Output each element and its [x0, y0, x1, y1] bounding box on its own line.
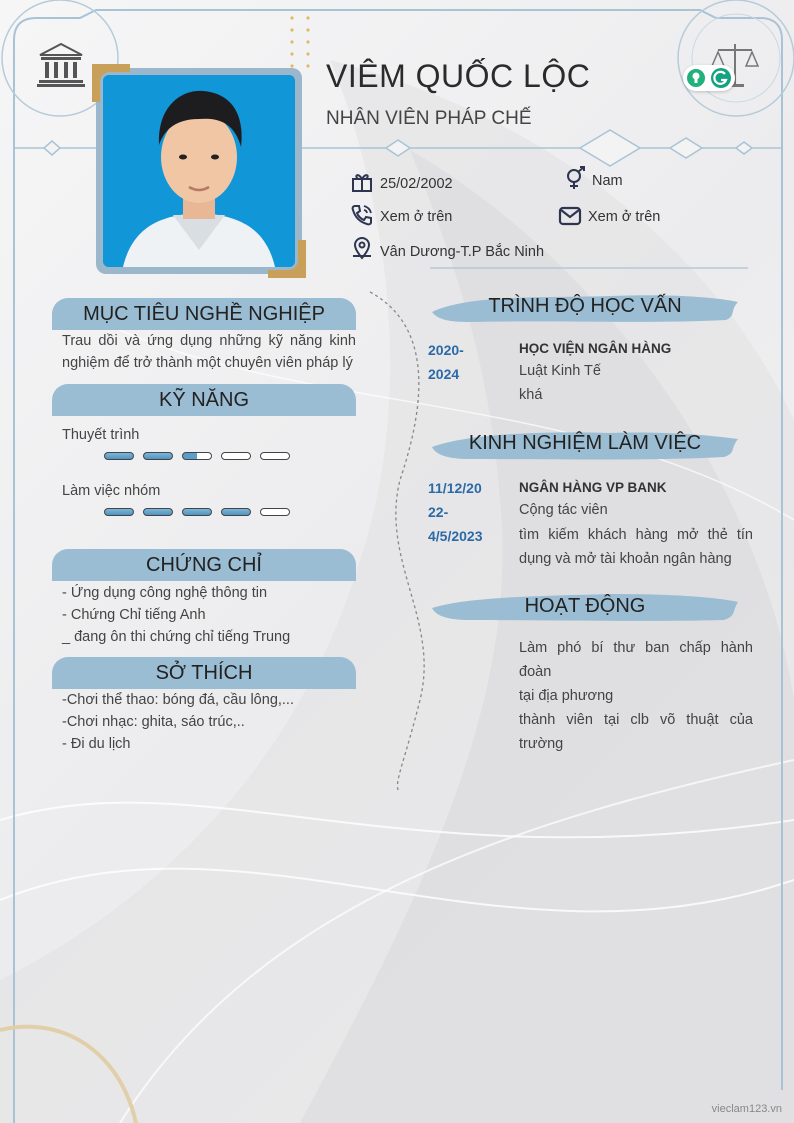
skill-segment — [182, 508, 212, 516]
skill-name: Làm việc nhóm — [62, 483, 161, 499]
company-name: NGÂN HÀNG VP BANK — [519, 480, 667, 495]
extension-icons[interactable] — [683, 65, 735, 91]
hobbies-list — [62, 689, 356, 755]
experience-details — [519, 477, 753, 571]
education-date: 2020- 2024 — [428, 342, 464, 382]
location-icon — [350, 236, 374, 260]
skill-segment — [143, 508, 173, 516]
candidate-name: VIÊM QUỐC LỘC — [326, 58, 591, 94]
education-heading: TRÌNH ĐỘ HỌC VẤN — [430, 290, 740, 326]
objective-heading: MỤC TIÊU NGHỀ NGHIỆP — [52, 298, 356, 330]
skill-segment — [104, 452, 134, 460]
position: Cộng tác viên — [519, 502, 608, 518]
experience-description: tìm kiếm khách hàng mở thẻ tín dụng và mở tài khoản ngân hàng — [519, 527, 753, 567]
list-item: _ đang ôn thi chứng chỉ tiếng Trung — [62, 629, 291, 645]
activities-text: Làm phó bí thư ban chấp hành đoàn tại địa phương thành viên tại clb võ thuật của trường — [519, 640, 753, 752]
hobbies-heading: SỞ THÍCH — [52, 657, 356, 689]
skills-heading: KỸ NĂNG — [52, 384, 356, 416]
portrait-illustration — [103, 75, 295, 267]
school-name: HỌC VIỆN NGÂN HÀNG — [519, 341, 672, 356]
skill-segment — [221, 452, 251, 460]
activities-heading: HOẠT ĐỘNG — [430, 590, 740, 626]
email-icon — [558, 204, 582, 228]
skill-level-bar — [104, 452, 294, 462]
birthday: 25/02/2002 — [380, 176, 453, 192]
candidate-role: NHÂN VIÊN PHÁP CHẾ — [326, 108, 532, 129]
experience-date: 11/12/20 22- 4/5/2023 — [428, 480, 483, 544]
gender-icon — [562, 166, 586, 190]
email: Xem ở trên — [588, 209, 661, 225]
skill-segment — [143, 452, 173, 460]
list-item: - Đi du lịch — [62, 736, 131, 752]
major: Luật Kinh Tế — [519, 363, 601, 379]
skill-name: Thuyết trình — [62, 427, 140, 443]
gift-icon — [350, 170, 374, 194]
skill-segment — [260, 452, 290, 460]
courthouse-icon — [36, 42, 86, 88]
watermark: vieclam123.vn — [711, 1103, 782, 1115]
grade: khá — [519, 387, 543, 403]
skill-level-bar — [104, 508, 294, 518]
certificates-list — [62, 582, 356, 648]
skill-segment — [260, 508, 290, 516]
list-item: - Ứng dụng công nghệ thông tin — [62, 585, 268, 601]
list-item: - Chứng Chỉ tiếng Anh — [62, 607, 206, 623]
toolbar-badge — [683, 65, 735, 91]
experience-heading: KINH NGHIỆM LÀM VIỆC — [430, 427, 740, 463]
skill-segment — [104, 508, 134, 516]
phone-icon — [350, 203, 374, 227]
phone: Xem ở trên — [380, 209, 453, 225]
objective-text: Trau dồi và ứng dụng những kỹ năng kinh nghiệm để trở thành một chuyên viên pháp lý — [62, 333, 356, 371]
certificates-heading: CHỨNG CHỈ — [52, 549, 356, 581]
list-item: -Chơi thể thao: bóng đá, cầu lông,... — [62, 692, 294, 708]
list-item: -Chơi nhạc: ghita, sáo trúc,.. — [62, 714, 245, 730]
gender: Nam — [592, 173, 623, 189]
address: Vân Dương-T.P Bắc Ninh — [380, 244, 545, 260]
skill-segment — [182, 452, 212, 460]
avatar — [103, 75, 295, 267]
skill-segment — [221, 508, 251, 516]
education-details — [519, 338, 753, 406]
